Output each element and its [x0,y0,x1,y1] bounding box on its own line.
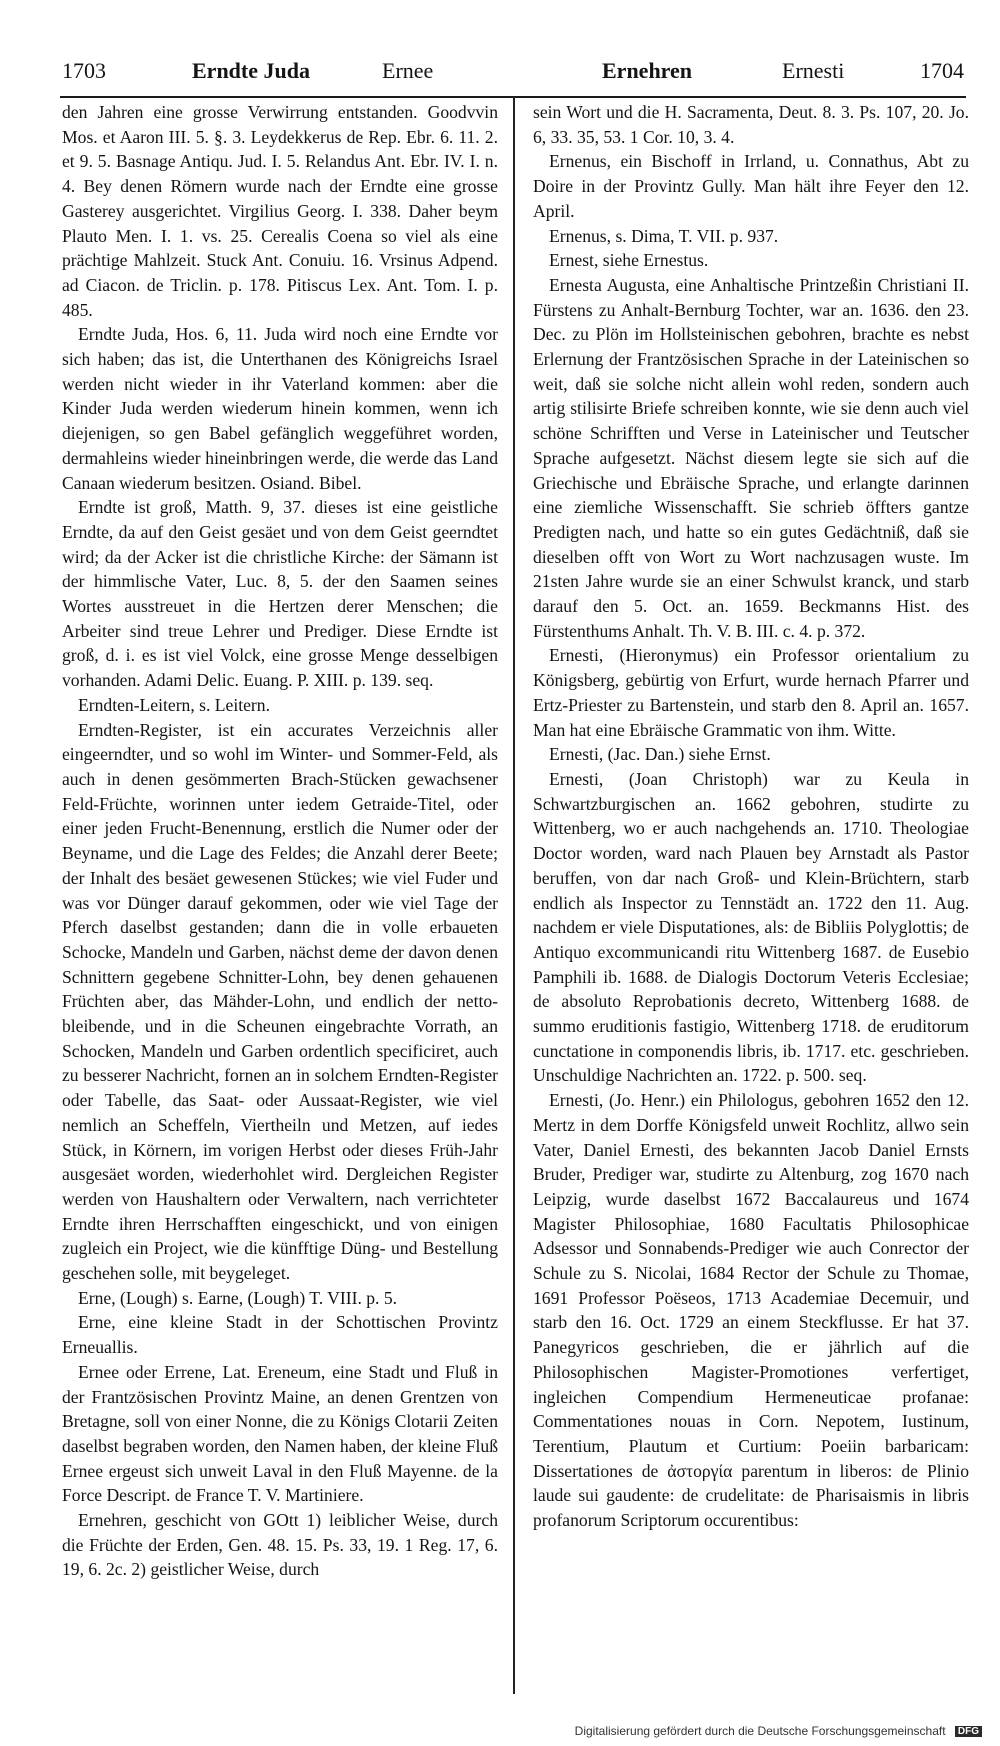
entry-ernesti-hieronymus: Ernesti, (Hieronymus) ein Professor orientalium zu Königsberg, gebürtig von Erfurt, wurde hernach Pfarrer und Ertz-Priester zu Bartenstein, und starb den 8. April an. 1657. Man hat eine Ebräische Grammatic von ihm. Witte. [533,645,969,740]
right-column [533,100,969,1533]
entry-ernehren: Ernehren, geschicht von GOtt 1) leiblicher Weise, durch die Früchte der Erden, Gen. 48. 15. Ps. 33, 19. 1 Reg. 17, 6. 19, 6. 2c. 2) geistlicher Weise, durch [62,1510,498,1580]
credit-text: Digitalisierung gefördert durch die Deutsche Forschungsgemeinschaft [574,1724,946,1738]
entry-ernesta-augusta: Ernesta Augusta, eine Anhaltische Printzeßin Christiani II. Fürstens zu Anhalt-Bernburg Tochter, war an. 1636. den 23. Dec. zu Plön im Hollsteinischen gebohren, brachte es nebst Erlernung der Frantzösischen Sprache in der Lateinischen so weit, daß sie solche nicht allein wohl reden, sondern auch artig stilisirte Briefe schreiben konnte, wie sie denn auch viel schöne Schrifften und Verse in Lateinischer und Teutscher Sprache aufgesetzt. Nächst diesem legte sie sich auf die Griechische und Ebräische Sprache, und erlangte darinnen eine ziemliche Wissenschafft. Sie schrieb öffters gantze Predigten nach, und hatte so ein gutes Gedächtniß, daß sie dieselben offt von Wort zu Wort nachzusagen wuste. Im 21sten Jahre wurde sie an einer Schwulst kranck, und starb darauf den 5. Oct. an. 1659. Beckmanns Hist. des Fürstenthums Anhalt. Th. V. B. III. c. 4. p. 372. [533,274,969,641]
entry-erndte-juda: Erndte Juda, Hos. 6, 11. Juda wird noch eine Erndte vor sich haben; das ist, die Unterthanen des Königreichs Israel werden nicht wieder in ihr Vaterland kommen: aber die Kinder Juda werden wiederum hinein kommen, wenn ich diejenigen, so gen Babel gefänglich weggeführet worden, dermahleins wieder hineinbringen werde, die werde das Land Canaan wiederum besitzen. Osiand. Bibel. [62,324,498,493]
entry-ernenus-bischoff: Ernenus, ein Bischoff in Irrland, u. Connathus, Abt zu Doire in der Provintz Gully. Man hält ihre Feyer den 12. April. [533,151,969,221]
right-catchword: Ernehren [602,58,693,83]
entry-erndten-leitern: Erndten-Leitern, s. Leitern. [78,694,270,715]
entry-erndte-gross: Erndte ist groß, Matth. 9, 37. dieses ist eine geistliche Erndte, da auf den Geist gesäet und von dem Geist geerndtet wird; da der Acker ist die christliche Kirche: der Sämann ist der himmlische Vater, Luc. 8, 5. der den Saamen seines Wortes ausstreuet in die Hertzen derer Menschen; die Arbeiter sind treue Lehrer und Prediger. Diese Erndte ist groß, d. i. es ist viel Volck, eine grosse Menge desselbigen vorhanden. Adami Delic. Euang. P. XIII. p. 139. seq. [62,497,498,691]
entry-ernesti-jo-henr: Ernesti, (Jo. Henr.) ein Philologus, gebohren 1652 den 12. Mertz in dem Dorffe Königsfeld unweit Rochlitz, allwo sein Vater, Daniel Ernesti, des bekannten Jacob Daniel Ernsts Bruder, Prediger war, studirte zu Altenburg, zog 1670 nach Leipzig, wurde daselbst 1672 Baccalaureus und 1674 Magister Philosophiae, 1680 Facultatis Philosophicae Adsessor und Sonnabends-Prediger wie auch Conrector der Schule zu S. Nicolai, 1684 Rector der Schule zu Thomae, 1691 Professor Poëseos, 1713 Academiae Decemuir, und starb den 16. Oct. 1729 an einem Steckflusse. Er hat 37. Panegyricos geschrieben, die er jährlich auf die Philosophischen Magister-Promotiones verfertiget, ingleichen Compendium Hermeneuticae profanae: Commentationes nouas in Corn. Nepotem, Iustinum, Terentium, Plautum et Curtium: Poeiin barbaricam: Dissertationes de ἀστοργία parentum in liberos: de Plinio laude sui gaudente: de crudelitate: de Pharisaismis in libris profanorum Scriptorum occurentibus: [533,1090,969,1531]
entry-text: den Jahren eine grosse Verwirrung entstanden. Goodvvin Mos. et Aaron III. 5. §. 3. Leydekkerus de Rep. Ebr. 6. 11. 2. et 9. 5. Basnage Antiqu. Jud. I. 5. Relandus Ant. Ebr. IV. I. n. 4. Bey denen Römern wurde nach der Erndte eine grosse Gasterey ausgerichtet. Virgilius Georg. I. 338. Daher beym Plauto Men. I. 1. vs. 25. Cerealis Coena so viel als eine prächtige Mahlzeit. Stuck Ant. Conuiu. 16. Vrsinus Adpend. ad Ciacon. de Triclin. p. 178. Pitiscus Lex. Ant. Tom. I. p. 485. [62,102,498,320]
left-page-number: 1703 [62,58,106,83]
entry-ernesti-jac-dan: Ernesti, (Jac. Dan.) siehe Ernst. [549,744,771,765]
right-page-number: 1704 [920,58,964,83]
left-column [62,100,498,1582]
left-catchword: Erndte Juda [192,58,310,83]
entry-text: sein Wort und die H. Sacramenta, Deut. 8. 3. Ps. 107, 20. Jo. 6, 33. 35, 53. 1 Cor. 10, 3. 4. [533,102,969,147]
entry-ernee: Ernee oder Errene, Lat. Ereneum, eine Stadt und Fluß in der Frantzösischen Provintz Maine, an denen Grentzen von Bretagne, soll von einer Nonne, die zu Königs Clotarii Zeiten daselbst begraben worden, den Namen haben, der kleine Fluß Ernee ergeust sich unweit Laval in den Fluß Mayenne. de la Force Descript. de France T. V. Martiniere. [62,1361,498,1506]
entry-erndten-register: Erndten-Register, ist ein accurates Verzeichnis aller eingeerndter, und so wohl im Winter- und Sommer-Feld, als auch in denen gesömmerten Brach-Stücken gewachsener Feld-Früchte, worinnen unter iedem Getraide-Titel, oder einer jeden Frucht-Benennung, erstlich die Numer oder der Beyname, und die Lage des Feldes; die Anzahl derer Beete; der Inhalt des besäet gewesenen Stückes; wie viel Fuder und was vor Dünger darauf gekommen, oder wie viel Tage der Pferch daselbst gestanden; dann die in volle erbaueten Schocke, Mandeln und Garben, nächst deme der davon denen Schnittern gegebene Schnitter-Lohn, bey denen gehauenen Früchten aber, das Mähder-Lohn, und endlich der netto-bleibende, und in die Scheunen eingebrachte Vorrath, an Schocken, Mandeln und Garben ordentlich specificiret, auch zu besserer Nachricht, fornen an in solchem Erndten-Register oder Tabelle, das Saat- oder Aussaat-Register, wie viel nemlich an Scheffeln, Viertheiln und Metzen, auf iedes Stück, in Körnern, im vorigen Herbst oder dieses Früh-Jahr ausgesäet worden, wiederhohlet wird. Dergleichen Register werden von Haushaltern oder Verwaltern, nach verrichteter Erndte ihren Herrschafften eingeschickt, und von einigen zugleich ein Project, wie die künfftige Düng- und Bestellung geschehen solle, mit beygeleget. [62,719,498,1284]
digitization-credit [575,1724,982,1738]
right-catchword-secondary: Ernesti [782,58,845,83]
running-header [62,52,964,96]
entry-ernest: Ernest, siehe Ernestus. [549,250,709,271]
dfg-logo: DFG [955,1726,982,1737]
left-catchword-secondary: Ernee [382,58,434,83]
column-divider [513,96,515,1694]
entry-erne-stadt: Erne, eine kleine Stadt in der Schottischen Provintz Erneuallis. [62,1312,498,1358]
entry-ernesti-joan-christoph: Ernesti, (Joan Christoph) war zu Keula in Schwartzburgischen an. 1662 gebohren, studirte zu Wittenberg, wo er auch nachgehends an. 1710. Theologiae Doctor worden, ward nach Plauen bey Arnstadt als Pastor beruffen, von dar nach Groß- und Klein-Brüchtern, starb endlich als Inspector zu Tennstädt an. 1722 den 11. Aug. nachdem er viele Disputationes, als: de Bibliis Polyglottis; de Antiquo excommunicandi ritu Wittenberg 1687. de Eusebio Pamphili ib. 1688. de Dialogis Doctorum Veteris Ecclesiae; de absoluto Reprobationis decreto, Wittenberg 1688. de summo eruditionis fastigio, Wittenberg 1718. de eruditorum cunctatione in componendis libris, ib. 1717. etc. geschrieben. Unschuldige Nachrichten an. 1722. p. 500. seq. [533,768,969,1086]
entry-ernenus-dima: Ernenus, s. Dima, T. VII. p. 937. [549,225,779,246]
entry-erne-lough: Erne, (Lough) s. Earne, (Lough) T. VIII. p. 5. [78,1287,398,1308]
